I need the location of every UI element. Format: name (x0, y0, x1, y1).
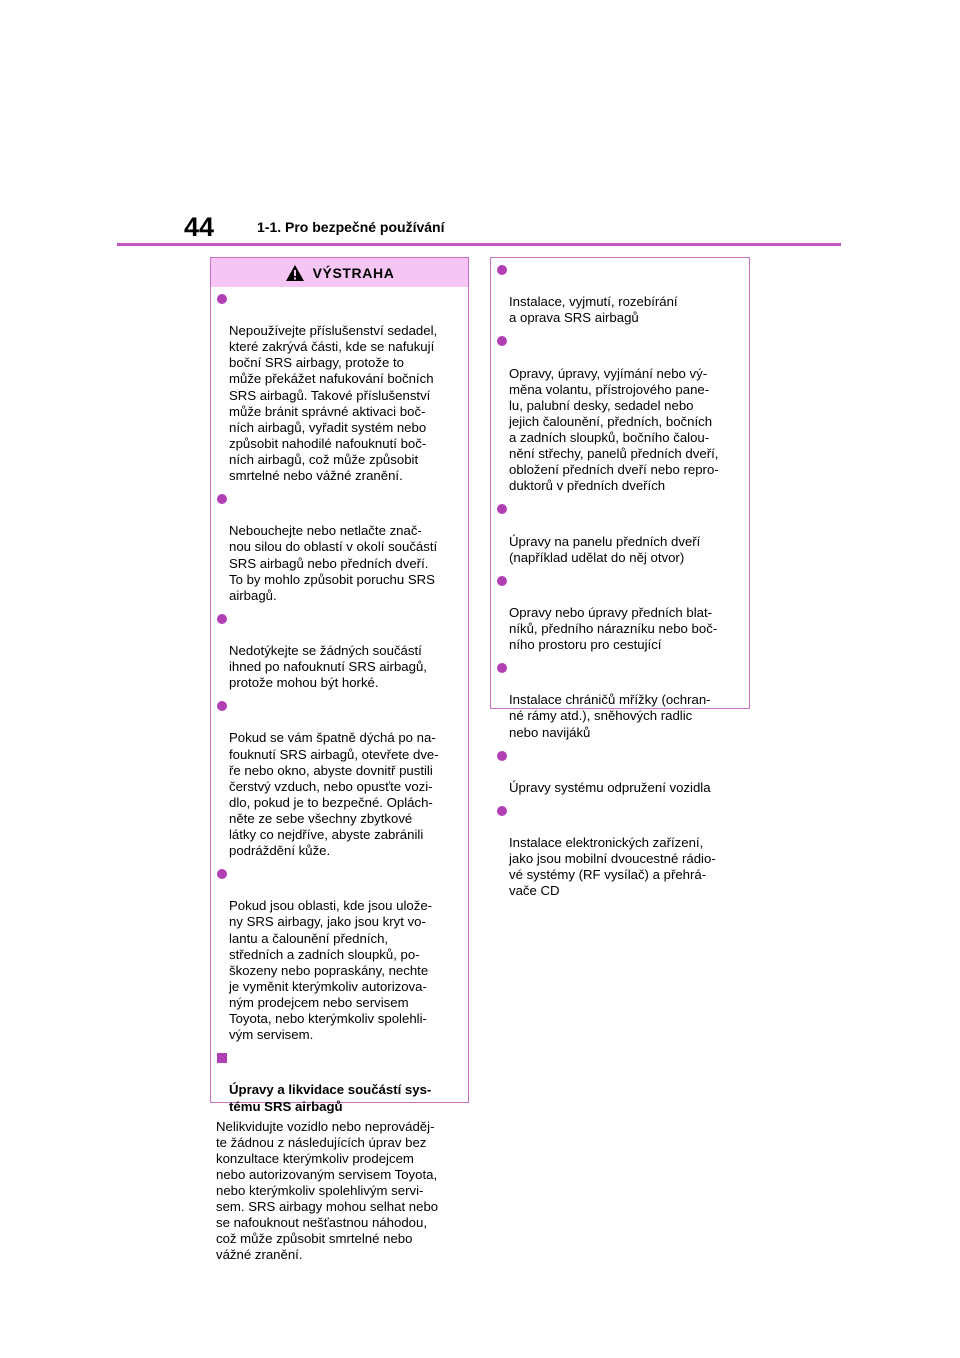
list-item (496, 660, 741, 740)
header-rule (117, 243, 841, 246)
subheading-text: Úpravy a likvidace součástí sys- tému SRS airbagů (229, 1082, 432, 1114)
warning-item (216, 698, 460, 859)
bullet-icon (217, 494, 227, 504)
list-item (496, 333, 741, 494)
bullet-icon (497, 663, 507, 673)
warning-item-text: Nebouchejte nebo netlačte znač- nou silou do oblastí v okolí součástí SRS airbagů nebo předních dveří. To by mohlo způsobit poruchu SRS airbagů. (229, 523, 438, 603)
bullet-icon (217, 701, 227, 711)
list-item (496, 262, 741, 326)
bullet-icon (497, 336, 507, 346)
warning-item (216, 291, 460, 484)
list-item-text: Úpravy na panelu předních dveří (například udělat do něj otvor) (509, 533, 701, 565)
warning-item (216, 866, 460, 1043)
warning-content (211, 287, 468, 1263)
bullet-icon (497, 576, 507, 586)
bullet-icon (217, 294, 227, 304)
list-item-text: Úpravy systému odpružení vozidla (509, 779, 711, 795)
section-title: 1-1. Pro bezpečné používání (257, 219, 445, 235)
warning-title: VÝSTRAHA (312, 264, 395, 281)
list-content (491, 258, 749, 899)
bullet-icon (497, 504, 507, 514)
warning-triangle-icon (285, 264, 305, 282)
subheading (216, 1050, 460, 1114)
bullet-icon (217, 614, 227, 624)
warning-item (216, 491, 460, 604)
warning-item-text: Nepoužívejte příslušenství sedadel, které zakrývá části, kde se nafukují boční SRS airbagy, protože to může překážet nafukování bočních SRS airbagů. Takové příslušenství může bránit správné aktivaci boč- ních airbagů, vyřadit systém nebo způsobit nahodilé nafouknutí boč- ních airbagů, což může způsobit smrtelné nebo vážné zranění. (229, 323, 438, 484)
page-number: 44 (184, 212, 215, 242)
square-bullet-icon (217, 1053, 227, 1063)
bullet-icon (217, 869, 227, 879)
list-item-text: Instalace chráničů mřížky (ochran- né rámy atd.), sněhových radlic nebo navijáků (509, 692, 711, 740)
bullet-icon (497, 265, 507, 275)
warning-item-text: Nedotýkejte se žádných součástí ihned po nafouknutí SRS airbagů, protože mohou být horké. (229, 642, 427, 691)
warning-box (210, 257, 469, 1263)
list-box (490, 257, 750, 899)
list-item (496, 501, 741, 565)
list-item-text: Opravy nebo úpravy předních blat- níků, předního nárazníku nebo boč- ního prostoru pro cestující (509, 604, 718, 653)
list-item (496, 748, 741, 796)
list-item (496, 803, 741, 900)
paragraph: Nelikvidujte vozidlo nebo neprováděj- te žádnou z následujících úprav bez konzultace kterýmkoliv prodejcem nebo autorizovaným servisem Toyota, nebo kterýmkoliv spolehlivým servi- sem. SRS airbagy mohou selhat nebo se nafouknout nešťastnou náhodou, což může způsobit smrtelné nebo vážné zranění. (216, 1118, 439, 1263)
warning-header (211, 258, 468, 287)
list-item-text: Instalace, vyjmutí, rozebírání a oprava SRS airbagů (509, 294, 678, 326)
bullet-icon (497, 751, 507, 761)
warning-item-text: Pokud se vám špatně dýchá po na- fouknutí SRS airbagů, otevřete dve- ře nebo okno, abyste dovnitř pustili čerstvý vzduch, nebo opusťte vozi- dlo, pokud je to bezpečné. Oplách- něte ze sebe všechny zbytkové látky co nejdříve, abyste zabránili podráždění kůže. (229, 730, 439, 859)
list-item (496, 573, 741, 653)
list-item-text: Opravy, úpravy, vyjímání nebo vý- měna volantu, přístrojového pane- lu, palubní desky, sedadel nebo jejich čalounění, předních, bočních a zadních sloupků, bočního čalou- nění střechy, panelů předních dveří, obložení předních dveří nebo repro- duktorů v předních dveřích (509, 365, 719, 494)
warning-item (216, 611, 460, 691)
list-item-text: Instalace elektronických zařízení, jako jsou mobilní dvoucestné rádio- vé systémy (RF vysílač) a přehrá- vače CD (509, 835, 716, 899)
bullet-icon (497, 806, 507, 816)
warning-item-text: Pokud jsou oblasti, kde jsou ulože- ny SRS airbagy, jako jsou kryt vo- lantu a čalounění předních, středních a zadních sloupků, po- škozeny nebo popraskány, nechte je vyměnit kterýmkoliv autorizova- ným prodejcem nebo servisem Toyota, nebo kterýmkoliv spolehli- vým servisem. (229, 898, 433, 1043)
